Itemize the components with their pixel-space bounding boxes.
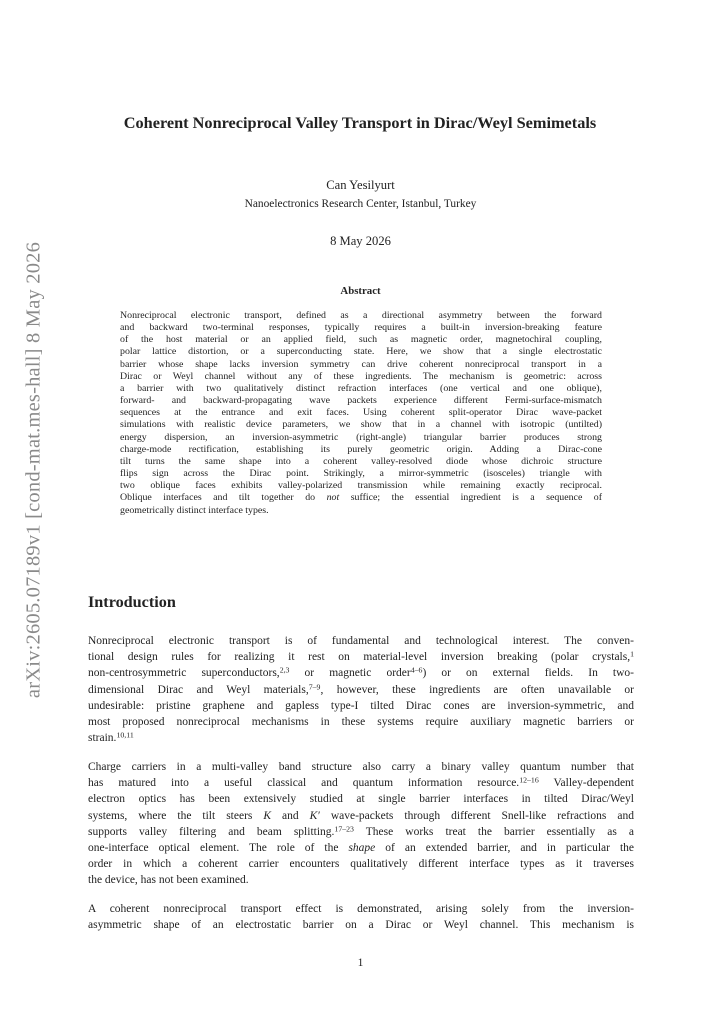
section-heading-introduction: Introduction (88, 593, 176, 611)
paragraph-line: the device, has not been examined. (88, 874, 249, 887)
abstract-line: simulations with realistic device parameters, we show that in a channel with isotropic (untilted) (120, 419, 602, 431)
intro-paragraph-1 (88, 633, 634, 746)
paragraph-line: dimensional Dirac and Weyl materials,$^{7-9}$, however, these ingredients are often unavailable or (88, 682, 635, 696)
paragraph-line: tional design rules for realizing it rest on material-level inversion breaking (polar crystals,$^1$ (88, 649, 634, 664)
valley-symbol: K (263, 809, 272, 822)
intro-paragraph-3 (88, 901, 634, 933)
abstract-line: of the host material or an applied field, such as magnetic order, magnetochiral coupling, (120, 334, 602, 346)
abstract-line: charge-mode rectification, establishing its purely geometric origin. Adding a Dirac-cone (120, 443, 602, 455)
paragraph-line: strain.$^{10,11}$ (88, 730, 134, 745)
citation: 2,3 (279, 665, 290, 675)
abstract-line: Dirac or Weyl channel without any of these ingredients. The mechanism is geometric: across (120, 370, 602, 382)
abstract-heading: Abstract (340, 285, 381, 297)
abstract-line: barrier whose shape lacks inversion symmetry can drive coherent nonreciprocal transport in a (120, 358, 602, 370)
abstract-line: polar lattice distortion, or a superconducting state. Here, we show that a single electrostatic (120, 346, 602, 358)
abstract-line: two oblique faces exhibits valley-polarized transmission while remaining exactly reciprocal. (120, 480, 602, 492)
author-affiliation: Nanoelectronics Research Center, Istanbul, Turkey (244, 198, 477, 210)
paragraph-line: most proposed nonreciprocal mechanisms in these systems require auxiliary magnetic barriers or (88, 716, 634, 729)
publication-date: 8 May 2026 (330, 234, 391, 248)
citation: 4–6 (410, 665, 423, 675)
abstract-line: Oblique interfaces and tilt together do not suffice; the essential ingredient is a sequence of (120, 492, 603, 504)
paragraph-line: has matured into a useful classical and quantum information resource.$^{12-16}$ Valley-dependent (88, 775, 634, 790)
citation: 17–23 (334, 824, 354, 834)
abstract-line: tilt turns the same shape into a coherent valley-resolved diode whose dichroic structure (120, 455, 602, 467)
paragraph-line: order in which a coherent carrier encounters qualitatively different interface types as it traverses (88, 858, 634, 871)
paragraph-line: Nonreciprocal electronic transport is of fundamental and technological interest. The conven- (88, 635, 634, 647)
abstract-line: energy dispersion, an inversion-asymmetric (right-angle) triangular barrier produces strong (120, 431, 602, 443)
paragraph-line: A coherent nonreciprocal transport effect is demonstrated, arising solely from the inversion- (88, 903, 634, 915)
abstract-line: and backward two-terminal responses, typically requires a built-in inversion-breaking feature (120, 322, 602, 334)
paragraph-line: systems, where the tilt steers K and K′ wave-packets through different Snell-like refractions and (88, 809, 635, 822)
abstract-line: forward- and backward-propagating wave packets experience different Fermi-surface-mismatch (120, 395, 602, 407)
emphasis: shape (348, 842, 376, 855)
citation: 7–9 (308, 682, 321, 692)
paper-title: Coherent Nonreciprocal Valley Transport in Dirac/Weyl Semimetals (123, 113, 597, 132)
citation: 10,11 (116, 730, 134, 740)
paragraph-line: asymmetric shape of an electrostatic barrier on a Dirac or Weyl channel. This mechanism is (88, 919, 634, 932)
abstract-line: geometrically distinct interface types. (120, 504, 269, 516)
abstract-line: a barrier with two qualitatively distinct refraction interfaces (one vertical and one oblique), (120, 382, 602, 394)
abstract-line: flips sign across the Dirac point. Strikingly, a mirror-symmetric (isosceles) triangle with (120, 468, 602, 480)
paragraph-line: electron optics has been extensively studied at single barrier interfaces in tilted Dirac/Weyl (88, 793, 634, 806)
intro-paragraph-2 (88, 759, 634, 889)
abstract-line: Nonreciprocal electronic transport, defined as a directional asymmetry between the forward (120, 310, 602, 321)
valley-symbol: K′ (309, 809, 320, 822)
arxiv-identifier-stamp: arXiv:2605.07189v1 [cond-mat.mes-hall] 8 May 2026 (22, 241, 45, 699)
paragraph-line: non-centrosymmetric superconductors,$^{2,3}$ or magnetic order$^{4-6}$) or on external fields. In two- (88, 665, 634, 680)
paragraph-line: undesirable: pristine graphene and gapless type-I tilted Dirac cones are inversion-symmetric, and (88, 699, 634, 712)
abstract-line: sequences at the entrance and exit faces. Using coherent split-operator Dirac wave-packet (120, 407, 602, 419)
abstract-emphasis: not (326, 492, 340, 504)
citation: 12–16 (519, 775, 539, 785)
abstract-body (120, 310, 602, 517)
citation: 1 (630, 649, 634, 659)
paragraph-line: Charge carriers in a multi-valley band structure also carry a binary valley quantum number that (88, 761, 634, 773)
page-number: 1 (357, 957, 364, 969)
paragraph-line: supports valley filtering and beam splitting.$^{17-23}$ These works treat the barrier essentially as a (88, 824, 634, 838)
paragraph-line: one-interface optical element. The role of the shape of an extended barrier, and in particular the (88, 842, 635, 855)
author-name: Can Yesilyurt (326, 178, 395, 192)
